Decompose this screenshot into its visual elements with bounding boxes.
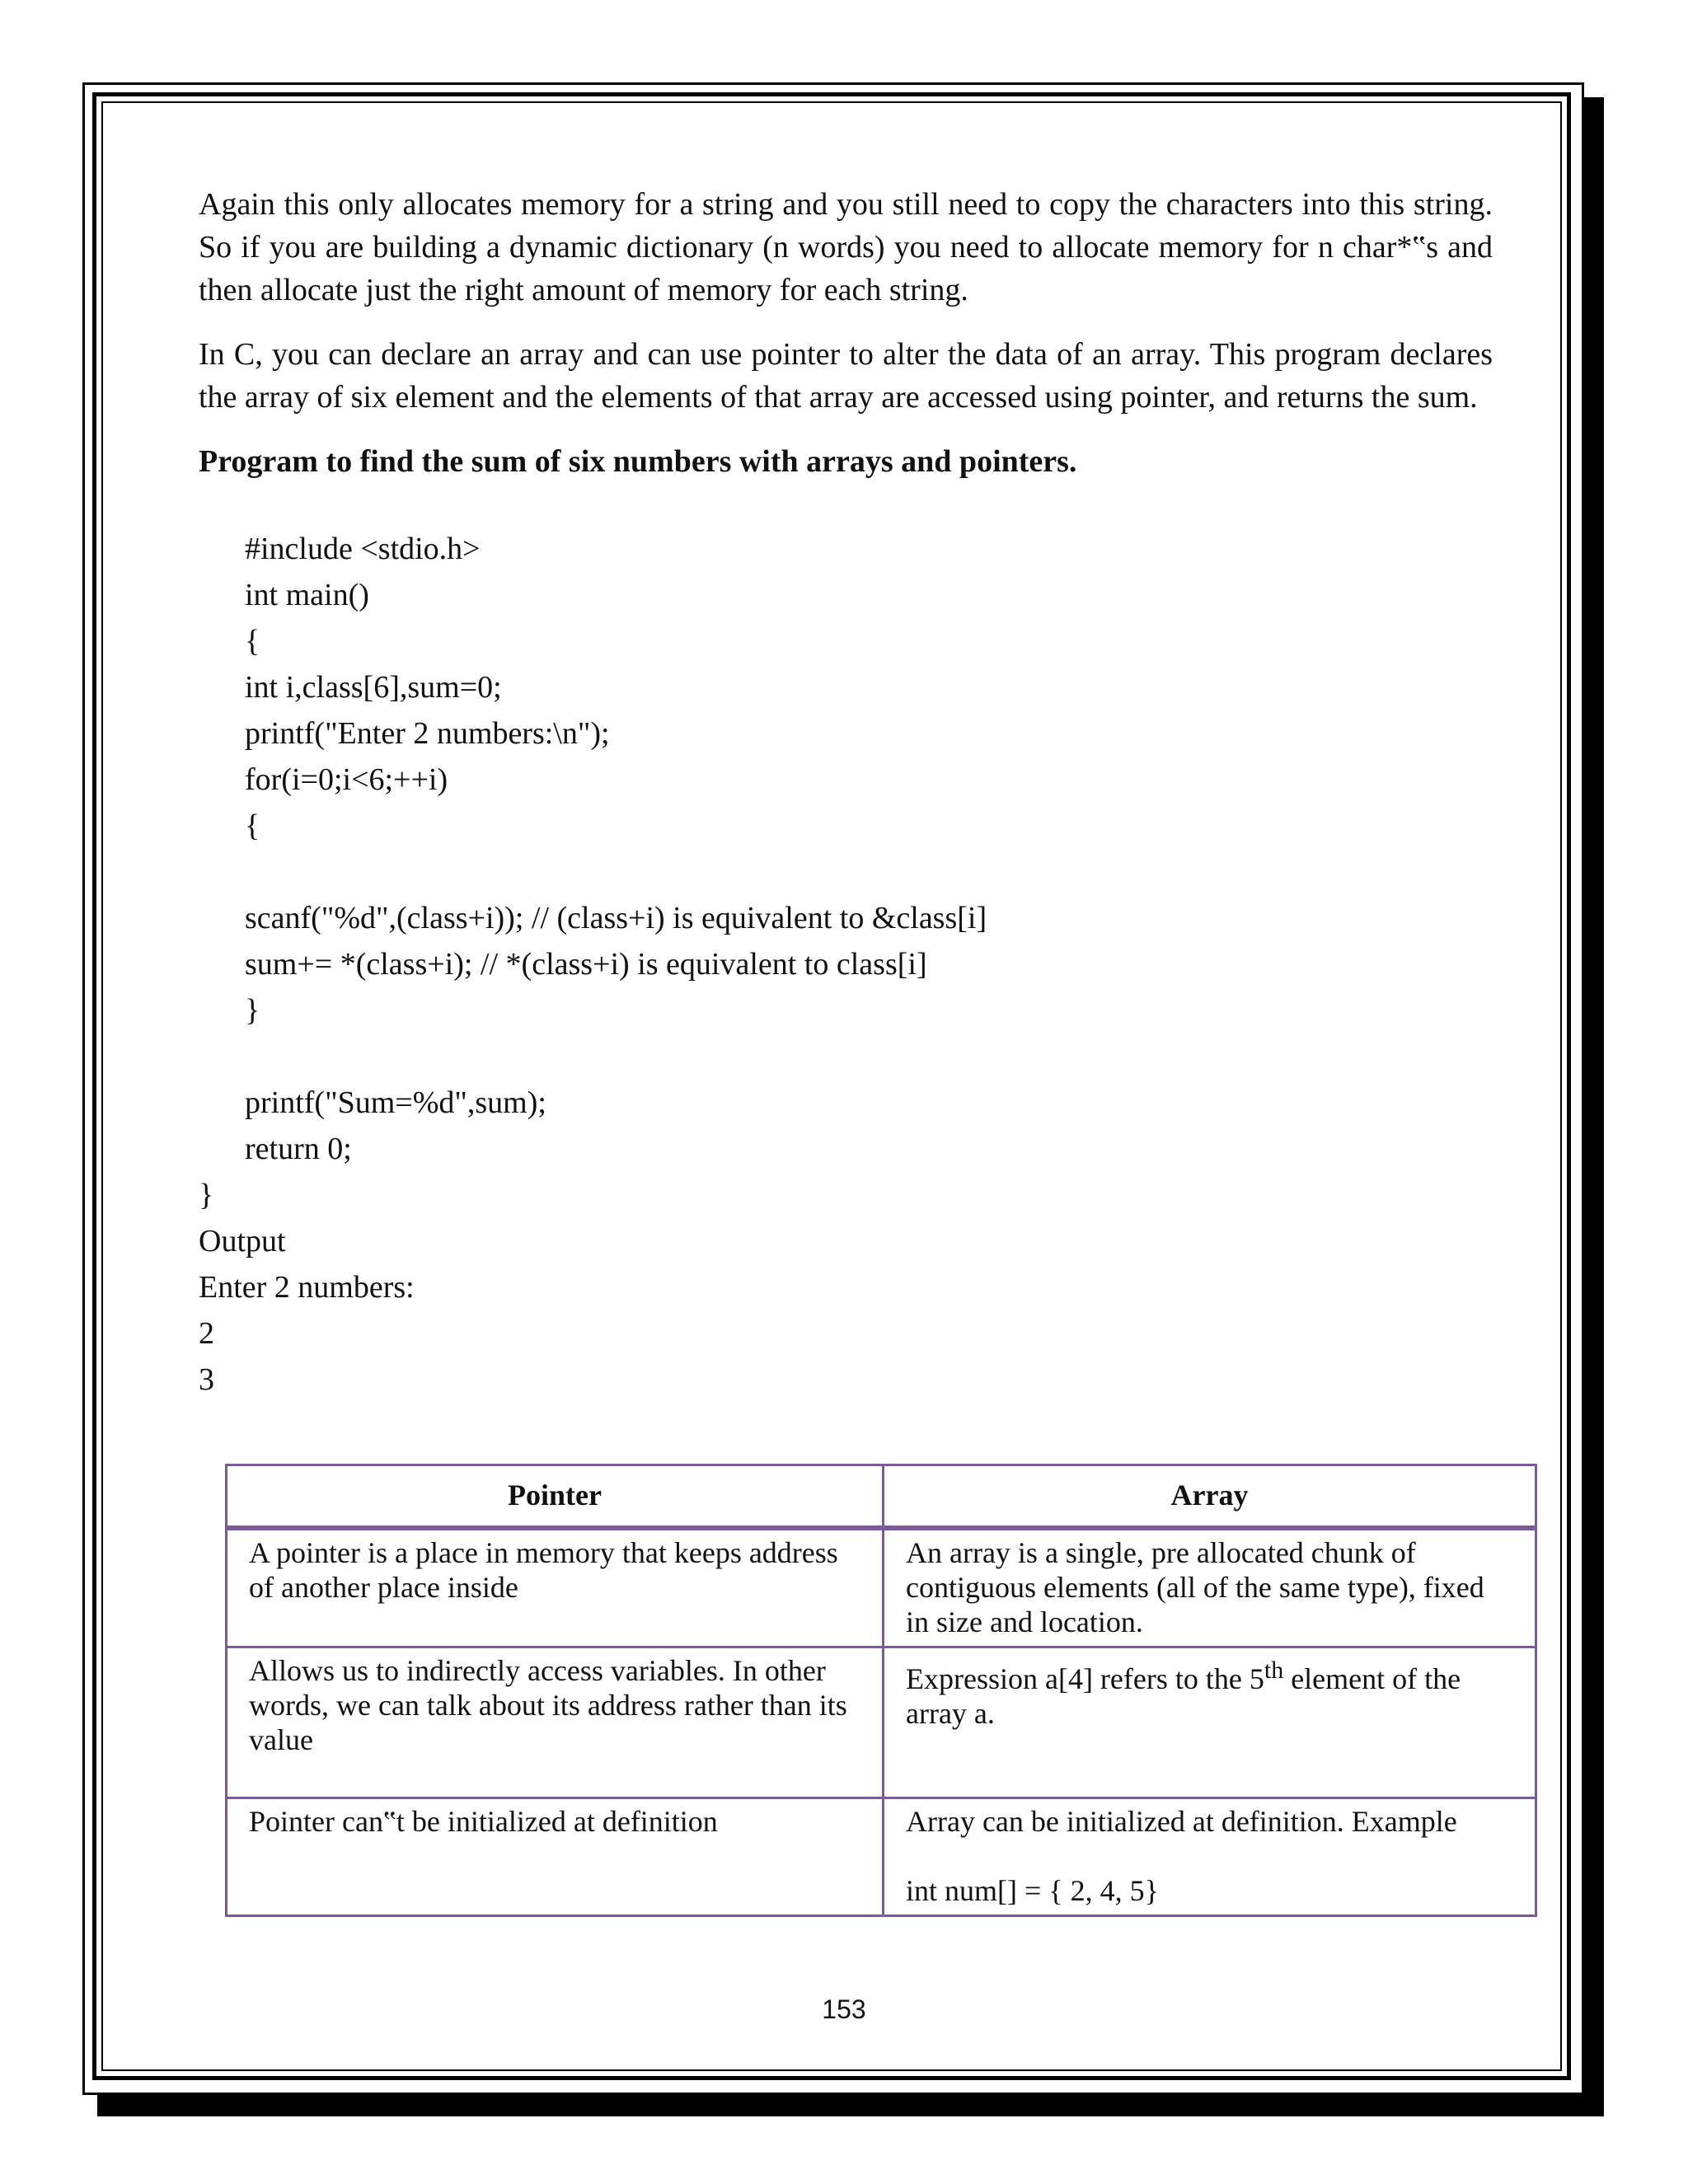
output-line: 2	[199, 1316, 214, 1351]
code-line: for(i=0;i<6;++i)	[245, 762, 448, 797]
code-line: printf("Sum=%d",sum);	[245, 1085, 546, 1120]
table-row	[227, 1647, 1536, 1798]
table-cell-array: An array is a single, pre allocated chunk of contiguous elements (all of the same type), fixed in size and location.	[884, 1528, 1536, 1647]
table-header-pointer: Pointer	[227, 1465, 884, 1529]
array-example-code: int num[] = { 2, 4, 5}	[906, 1874, 1159, 1907]
page-content	[199, 183, 1493, 1403]
output-section	[199, 1172, 1493, 1403]
table-cell-pointer: Pointer can‟t be initialized at definition	[227, 1798, 884, 1916]
ordinal-superscript: th	[1264, 1657, 1284, 1684]
output-label: Output	[199, 1224, 286, 1258]
code-line: printf("Enter 2 numbers:\n");	[245, 716, 610, 751]
code-line: #include <stdio.h>	[245, 532, 481, 566]
code-line: sum+= *(class+i); // *(class+i) is equivalent to class[i]	[245, 947, 927, 982]
table-cell-array	[884, 1798, 1536, 1916]
code-listing	[245, 526, 1493, 1172]
table-cell-pointer: A pointer is a place in memory that keeps address of another place inside	[227, 1528, 884, 1647]
code-line: }	[245, 993, 260, 1028]
table-cell-pointer: Allows us to indirectly access variables. In other words, we can talk about its address rather than its value	[227, 1647, 884, 1798]
table-row	[227, 1528, 1536, 1647]
output-line: 3	[199, 1362, 214, 1397]
code-line: {	[245, 624, 260, 658]
table-cell-array	[884, 1647, 1536, 1798]
output-line: Enter 2 numbers:	[199, 1270, 415, 1305]
table-header-row	[227, 1465, 1536, 1529]
program-heading: Program to find the sum of six numbers with arrays and pointers.	[199, 444, 1077, 479]
paragraph-memory-allocation: Again this only allocates memory for a string and you still need to copy the characters into this string. So if you are building a dynamic dictionary (n words) you need to allocate memory for n char*‟s and then allocate just the right amount of memory for each string.	[199, 187, 1493, 307]
code-closing-brace: }	[199, 1178, 214, 1212]
cell-spacer	[906, 1839, 1513, 1873]
paragraph-array-pointer-intro: In C, you can declare an array and can use pointer to alter the data of an array. This program declares the array of six element and the elements of that array are accessed using pointer, and returns the sum.	[199, 337, 1493, 415]
code-line: int main()	[245, 578, 369, 612]
code-line	[245, 1033, 1493, 1080]
array-cell-text: element of the array a.	[906, 1662, 1461, 1730]
code-line: scanf("%d",(class+i)); // (class+i) is equivalent to &class[i]	[245, 901, 987, 935]
array-cell-text: Array can be initialized at definition. Example	[906, 1805, 1457, 1838]
page-number: 153	[822, 1994, 866, 2024]
code-line: int i,class[6],sum=0;	[245, 670, 502, 705]
pointer-vs-array-table	[225, 1464, 1537, 1917]
code-line	[245, 849, 1493, 895]
table-row	[227, 1798, 1536, 1916]
table-header-array: Array	[884, 1465, 1536, 1529]
array-cell-text: Expression a[4] refers to the 5	[906, 1662, 1264, 1695]
code-line: return 0;	[245, 1132, 352, 1166]
code-line: {	[245, 808, 260, 843]
